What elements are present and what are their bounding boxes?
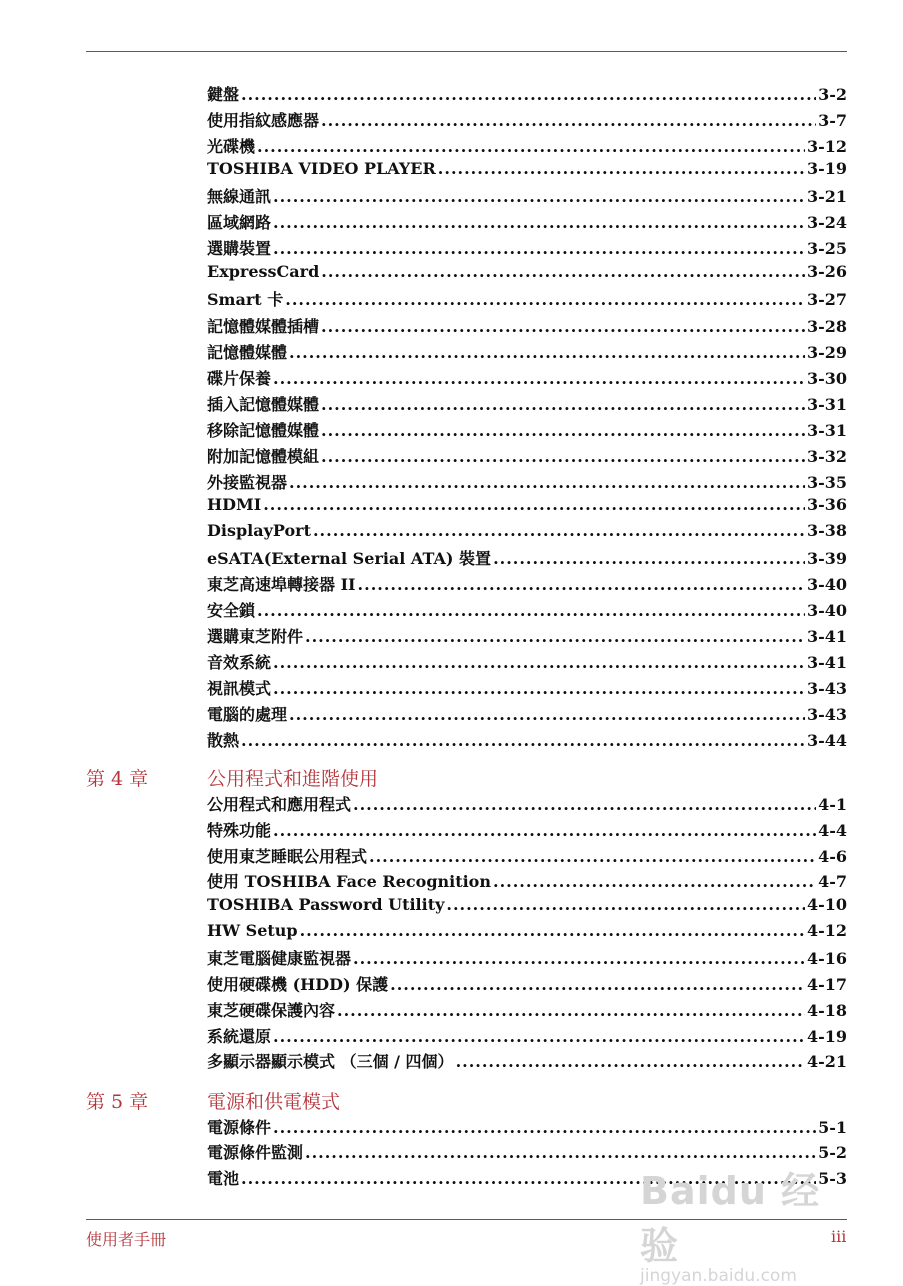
toc-entry[interactable] bbox=[207, 794, 847, 816]
toc-entry[interactable] bbox=[207, 186, 847, 208]
toc-entry[interactable] bbox=[207, 730, 847, 752]
toc-entry-page: 4-21 bbox=[806, 1052, 847, 1071]
leader-dots bbox=[438, 158, 805, 180]
leader-dots bbox=[273, 678, 805, 700]
toc-entry-page: 4-1 bbox=[818, 795, 847, 814]
toc-entry-page: 5-1 bbox=[818, 1118, 847, 1137]
toc-entry[interactable] bbox=[207, 520, 847, 542]
leader-dots bbox=[321, 110, 816, 132]
toc-entry[interactable] bbox=[207, 1117, 847, 1139]
toc-entry-title: HDMI bbox=[207, 495, 262, 514]
toc-entry[interactable] bbox=[207, 136, 847, 158]
toc-entry-page: 3-24 bbox=[806, 213, 847, 232]
toc-entry-title: 電源條件 bbox=[207, 1118, 272, 1137]
toc-entry-page: 3-40 bbox=[806, 601, 847, 620]
toc-entry[interactable] bbox=[207, 494, 847, 516]
toc-entry-title: 散熱 bbox=[207, 731, 240, 750]
toc-entry[interactable] bbox=[207, 600, 847, 622]
leader-dots bbox=[305, 626, 805, 648]
toc-entry-page: 3-41 bbox=[806, 653, 847, 672]
toc-entry[interactable] bbox=[207, 1051, 847, 1073]
toc-entry-title: 安全鎖 bbox=[207, 601, 256, 620]
toc-entry-page: 3-25 bbox=[806, 239, 847, 258]
toc-entry-page: 3-19 bbox=[806, 159, 847, 178]
leader-dots bbox=[273, 652, 805, 674]
toc-entry-page: 3-29 bbox=[806, 343, 847, 362]
toc-entry-title: 系統還原 bbox=[207, 1027, 272, 1046]
toc-entry[interactable] bbox=[207, 110, 847, 132]
leader-dots bbox=[285, 289, 805, 311]
leader-dots bbox=[273, 238, 805, 260]
toc-entry-title: 電腦的處理 bbox=[207, 705, 288, 724]
toc-entry-page: 4-10 bbox=[806, 895, 847, 914]
toc-entry-title: 使用硬碟機 (HDD) 保護 bbox=[207, 975, 389, 994]
toc-entry-page: 3-43 bbox=[806, 679, 847, 698]
toc-entry[interactable] bbox=[207, 261, 847, 283]
watermark-url: jingyan.baidu.com bbox=[640, 1266, 797, 1286]
toc-entry-title: 無線通訊 bbox=[207, 187, 272, 206]
toc-entry-title: 使用 TOSHIBA Face Recognition bbox=[207, 872, 491, 891]
toc-entry-page: 3-7 bbox=[818, 111, 847, 130]
toc-entry-page: 3-32 bbox=[806, 447, 847, 466]
toc-entry-page: 4-18 bbox=[806, 1001, 847, 1020]
toc-entry[interactable] bbox=[207, 548, 847, 570]
toc-entry[interactable] bbox=[207, 894, 847, 916]
toc-entry-page: 3-39 bbox=[806, 549, 847, 568]
toc-entry-title: 東芝硬碟保護內容 bbox=[207, 1001, 336, 1020]
leader-dots bbox=[321, 420, 805, 442]
toc-entry-page: 5-2 bbox=[818, 1143, 847, 1162]
footer-rule bbox=[86, 1219, 847, 1220]
toc-entry[interactable] bbox=[207, 212, 847, 234]
leader-dots bbox=[289, 472, 805, 494]
toc-entry[interactable] bbox=[207, 84, 847, 106]
leader-dots bbox=[369, 846, 816, 868]
toc-entry[interactable] bbox=[207, 368, 847, 390]
toc-entry-title: 電源條件監測 bbox=[207, 1143, 304, 1162]
toc-entry[interactable] bbox=[207, 820, 847, 842]
toc-entry-title: 附加記憶體模組 bbox=[207, 447, 320, 466]
footer-manual-title: 使用者手冊 bbox=[86, 1230, 167, 1249]
toc-entry-page: 3-44 bbox=[806, 731, 847, 750]
toc-entry-title: 記憶體媒體 bbox=[207, 343, 288, 362]
toc-entry-title: 視訊模式 bbox=[207, 679, 272, 698]
toc-entry-title: 碟片保養 bbox=[207, 369, 272, 388]
leader-dots bbox=[358, 574, 805, 596]
toc-entry-title: 電池 bbox=[207, 1169, 240, 1188]
chapter-4-title[interactable]: 公用程式和進階使用 bbox=[207, 768, 379, 790]
toc-entry-page: 3-41 bbox=[806, 627, 847, 646]
toc-entry[interactable] bbox=[207, 1026, 847, 1048]
toc-entry-page: 5-3 bbox=[818, 1169, 847, 1188]
footer-page-number: iii bbox=[831, 1227, 847, 1246]
toc-entry[interactable] bbox=[207, 316, 847, 338]
toc-entry[interactable] bbox=[207, 289, 847, 311]
toc-entry-page: 3-30 bbox=[806, 369, 847, 388]
toc-entry[interactable] bbox=[207, 342, 847, 364]
toc-entry-page: 3-36 bbox=[806, 495, 847, 514]
leader-dots bbox=[446, 894, 805, 916]
toc-entry-title: Smart 卡 bbox=[207, 290, 284, 309]
toc-entry[interactable] bbox=[207, 678, 847, 700]
leader-dots bbox=[321, 316, 805, 338]
leader-dots bbox=[273, 820, 816, 842]
leader-dots bbox=[289, 342, 805, 364]
leader-dots bbox=[273, 212, 805, 234]
toc-entry-title: 區域網路 bbox=[207, 213, 272, 232]
leader-dots bbox=[273, 186, 805, 208]
toc-entry-page: 3-27 bbox=[806, 290, 847, 309]
leader-dots bbox=[353, 948, 805, 970]
leader-dots bbox=[337, 1000, 805, 1022]
toc-entry-page: 3-2 bbox=[818, 85, 847, 104]
toc-entry-title: 特殊功能 bbox=[207, 821, 272, 840]
toc-entry[interactable] bbox=[207, 652, 847, 674]
leader-dots bbox=[493, 548, 805, 570]
toc-entry-page: 4-17 bbox=[806, 975, 847, 994]
toc-entry-title: TOSHIBA VIDEO PLAYER bbox=[207, 159, 436, 178]
toc-entry-page: 3-40 bbox=[806, 575, 847, 594]
toc-entry[interactable] bbox=[207, 626, 847, 648]
toc-entry[interactable] bbox=[207, 238, 847, 260]
toc-entry-page: 4-12 bbox=[806, 921, 847, 940]
leader-dots bbox=[353, 794, 816, 816]
toc-entry-title: 插入記憶體媒體 bbox=[207, 395, 320, 414]
leader-dots bbox=[321, 261, 805, 283]
toc-entry-title: 選購東芝附件 bbox=[207, 627, 304, 646]
leader-dots bbox=[321, 446, 805, 468]
toc-entry[interactable] bbox=[207, 846, 847, 868]
leader-dots bbox=[241, 730, 805, 752]
toc-entry-title: 光碟機 bbox=[207, 137, 256, 156]
toc-entry[interactable] bbox=[207, 472, 847, 494]
leader-dots bbox=[273, 368, 805, 390]
toc-entry-title: 多顯示器顯示模式 （三個 / 四個） bbox=[207, 1052, 454, 1071]
toc-entry-title: eSATA(External Serial ATA) 裝置 bbox=[207, 549, 492, 568]
toc-entry-page: 3-43 bbox=[806, 705, 847, 724]
toc-entry-page: 3-35 bbox=[806, 473, 847, 492]
leader-dots bbox=[493, 871, 816, 893]
toc-entry-title: DisplayPort bbox=[207, 521, 311, 540]
toc-entry-title: 使用指紋感應器 bbox=[207, 111, 320, 130]
toc-entry-title: 外接監視器 bbox=[207, 473, 288, 492]
toc-entry-title: 移除記憶體媒體 bbox=[207, 421, 320, 440]
toc-entry-page: 3-31 bbox=[806, 395, 847, 414]
toc-entry-page: 3-28 bbox=[806, 317, 847, 336]
toc-entry-page: 4-19 bbox=[806, 1027, 847, 1046]
chapter-5-number: 第 5 章 bbox=[86, 1091, 149, 1113]
leader-dots bbox=[289, 704, 805, 726]
leader-dots bbox=[313, 520, 805, 542]
toc-entry-page: 3-26 bbox=[806, 262, 847, 281]
toc-entry[interactable] bbox=[207, 1000, 847, 1022]
leader-dots bbox=[263, 494, 805, 516]
leader-dots bbox=[300, 920, 805, 942]
toc-entry-title: 東芝高速埠轉接器 II bbox=[207, 575, 356, 594]
leader-dots bbox=[273, 1117, 816, 1139]
toc-entry-page: 4-6 bbox=[818, 847, 847, 866]
toc-entry[interactable] bbox=[207, 158, 847, 180]
toc-entry[interactable] bbox=[207, 948, 847, 970]
toc-entry-title: HW Setup bbox=[207, 921, 298, 940]
toc-entry[interactable] bbox=[207, 920, 847, 942]
toc-entry-title: TOSHIBA Password Utility bbox=[207, 895, 445, 914]
chapter-4-number: 第 4 章 bbox=[86, 768, 149, 790]
toc-entry[interactable] bbox=[207, 420, 847, 442]
toc-entry-title: 記憶體媒體插槽 bbox=[207, 317, 320, 336]
toc-entry[interactable] bbox=[207, 394, 847, 416]
leader-dots bbox=[321, 394, 805, 416]
toc-entry-page: 3-38 bbox=[806, 521, 847, 540]
leader-dots bbox=[257, 136, 805, 158]
chapter-5-title[interactable]: 電源和供電模式 bbox=[207, 1091, 341, 1113]
toc-entry[interactable] bbox=[207, 871, 847, 893]
toc-entry-title: 音效系統 bbox=[207, 653, 272, 672]
toc-entry-page: 3-21 bbox=[806, 187, 847, 206]
watermark-logo: Baidu 经验 bbox=[640, 1169, 821, 1268]
toc-entry-title: 使用東芝睡眠公用程式 bbox=[207, 847, 368, 866]
toc-entry[interactable] bbox=[207, 974, 847, 996]
toc-entry[interactable] bbox=[207, 704, 847, 726]
leader-dots bbox=[456, 1051, 805, 1073]
leader-dots bbox=[257, 600, 805, 622]
toc-entry-page: 4-4 bbox=[818, 821, 847, 840]
toc-entry-title: 鍵盤 bbox=[207, 85, 240, 104]
leader-dots bbox=[241, 84, 816, 106]
toc-entry[interactable] bbox=[207, 446, 847, 468]
toc-entry-title: 選購裝置 bbox=[207, 239, 272, 258]
toc-entry-page: 3-12 bbox=[806, 137, 847, 156]
header-rule bbox=[86, 51, 847, 52]
toc-entry-page: 3-31 bbox=[806, 421, 847, 440]
toc-entry-title: ExpressCard bbox=[207, 262, 320, 281]
toc-entry-page: 4-7 bbox=[818, 872, 847, 891]
toc-entry[interactable] bbox=[207, 574, 847, 596]
leader-dots bbox=[273, 1026, 805, 1048]
toc-entry-page: 4-16 bbox=[806, 949, 847, 968]
toc-entry-title: 公用程式和應用程式 bbox=[207, 795, 352, 814]
leader-dots bbox=[390, 974, 805, 996]
toc-entry-title: 東芝電腦健康監視器 bbox=[207, 949, 352, 968]
